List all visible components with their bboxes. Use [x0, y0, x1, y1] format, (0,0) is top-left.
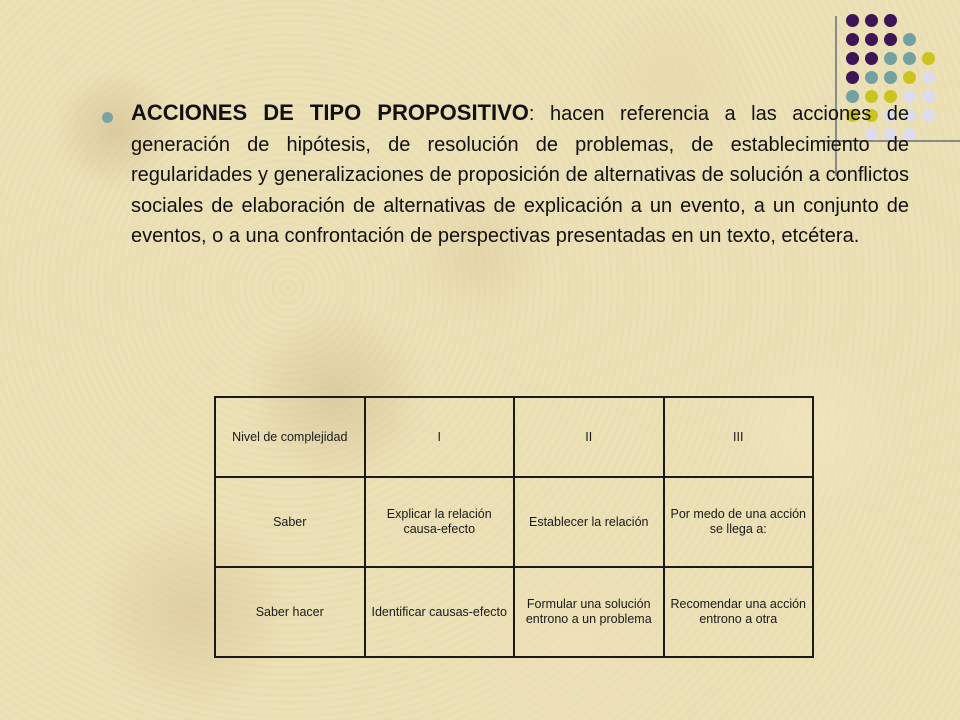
propositive-actions-paragraph: [131, 98, 909, 252]
table-cell: Saber: [215, 477, 365, 567]
decorative-dot: [865, 33, 878, 46]
table-cell: Por medo de una acción se llega a:: [664, 477, 814, 567]
table-cell: Saber hacer: [215, 567, 365, 657]
paragraph-lead: ACCIONES DE TIPO PROPOSITIVO: [131, 100, 529, 125]
decorative-dot: [903, 71, 916, 84]
table-header-cell: III: [664, 397, 814, 477]
bullet-icon: [102, 112, 113, 123]
decorative-dot: [922, 52, 935, 65]
decorative-dot: [846, 71, 859, 84]
table-row: [215, 567, 813, 657]
table-header-row: [215, 397, 813, 477]
decorative-dot: [922, 71, 935, 84]
decorative-dot: [884, 71, 897, 84]
decorative-dot: [884, 33, 897, 46]
table-cell: Explicar la relación causa-efecto: [365, 477, 515, 567]
decorative-dot: [865, 52, 878, 65]
decorative-dot: [846, 33, 859, 46]
table-cell: Establecer la relación: [514, 477, 664, 567]
decorative-dot: [884, 14, 897, 27]
decorative-dot: [884, 52, 897, 65]
table-cell: Recomendar una acción entrono a otra: [664, 567, 814, 657]
paragraph-body: : hacen referencia a las acciones de generación de hipótesis, de resolución de problemas, de establecimiento de regularidades y generalizaciones de proposición de alternativas de solución a conflictos sociales de elaboración de alternativas de explicación a un evento, a un conjunto de eventos, o a una confrontación de perspectivas presentadas en un texto, etcétera.: [131, 103, 909, 247]
complexity-table: [214, 396, 814, 658]
table-header-cell: I: [365, 397, 515, 477]
decorative-dot: [865, 71, 878, 84]
decorative-dot: [846, 14, 859, 27]
decorative-dot: [922, 109, 935, 122]
table-cell: Identificar causas-efecto: [365, 567, 515, 657]
decorative-dot: [903, 52, 916, 65]
table-header-cell: II: [514, 397, 664, 477]
table-row: [215, 477, 813, 567]
table-header-cell: Nivel de complejidad: [215, 397, 365, 477]
table-cell: Formular una solución entrono a un problema: [514, 567, 664, 657]
decorative-dot: [846, 52, 859, 65]
decorative-dot: [903, 33, 916, 46]
decorative-dot: [865, 14, 878, 27]
decorative-dot: [922, 90, 935, 103]
